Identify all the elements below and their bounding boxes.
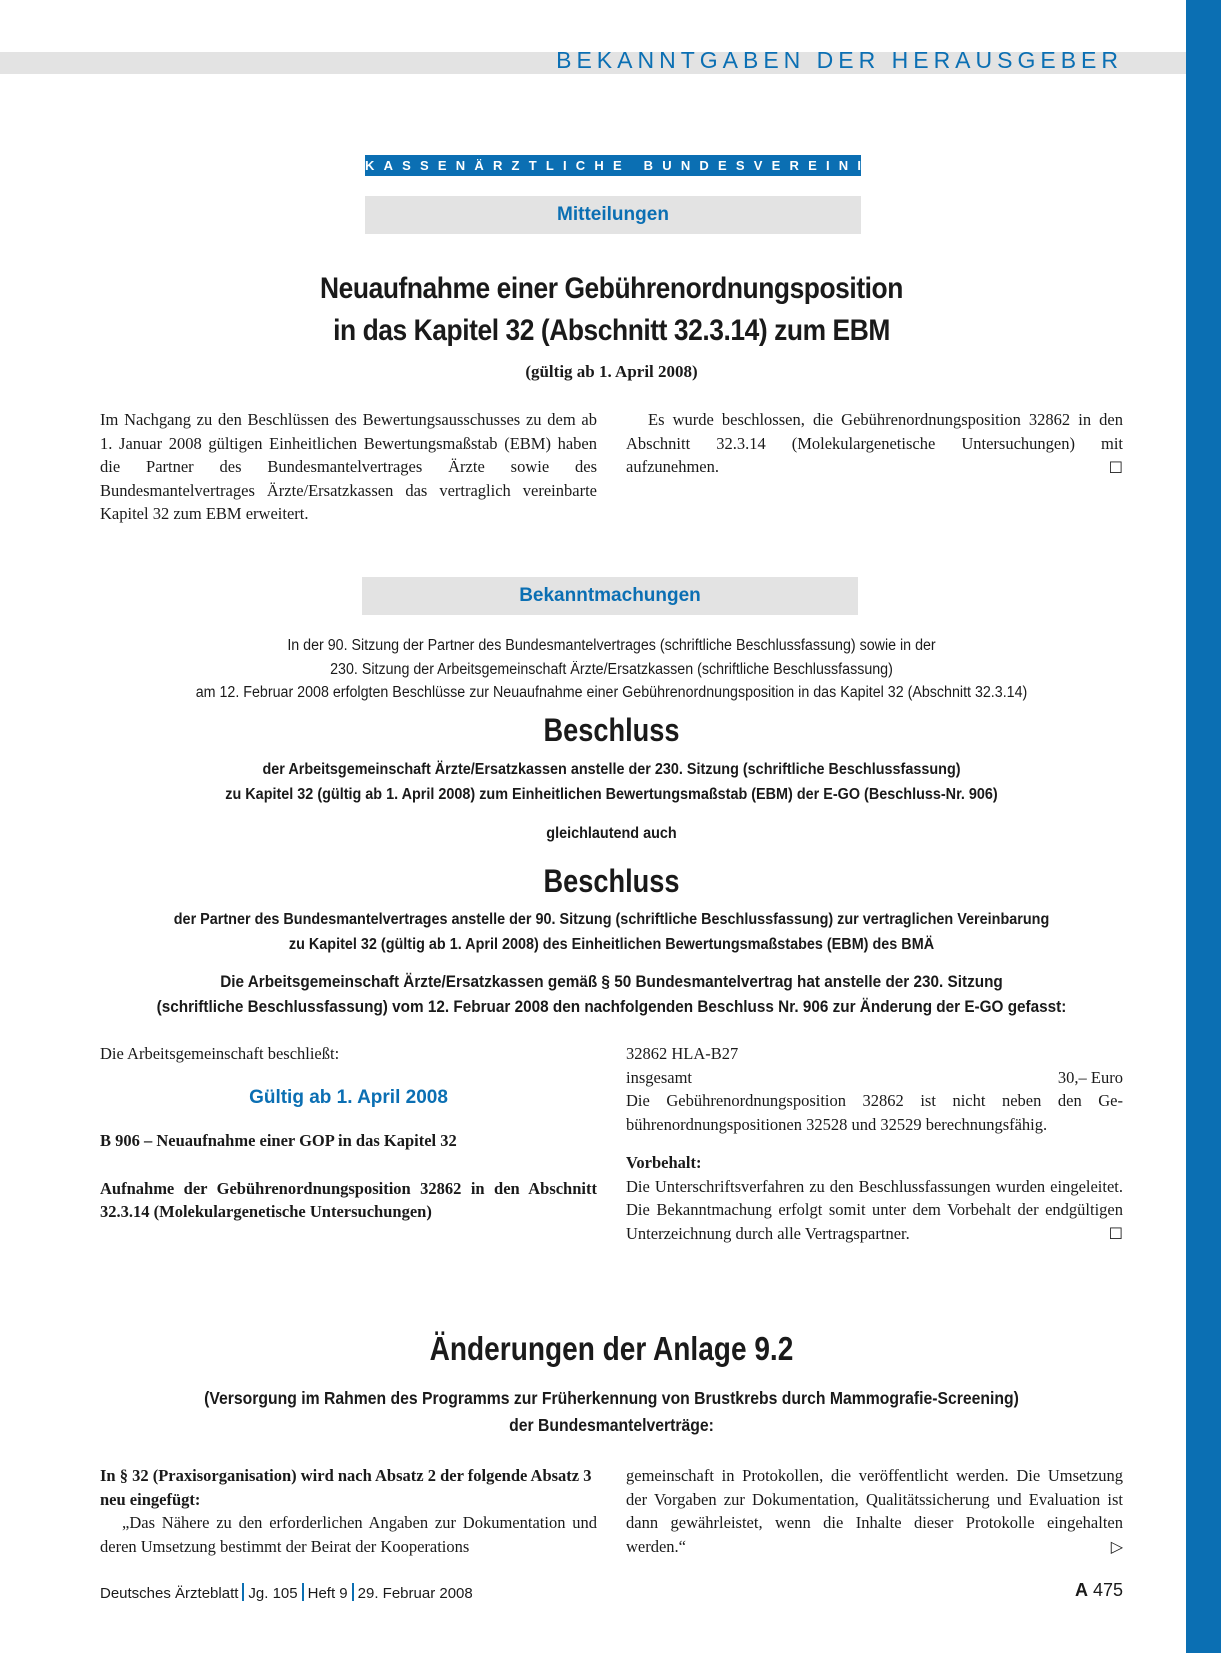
anlage-title: Änderungen der Anlage 9.2 xyxy=(429,1330,794,1367)
beschluss-right-column xyxy=(626,1042,1123,1246)
anlage-left-heading: In § 32 (Praxisorganisation) wird nach Absatz 2 der folgende Absatz 3 neu eingefügt: xyxy=(100,1466,592,1509)
mitteilungen-right-text: Es wurde beschlossen, die Gebührenordnungsposition 32862 in den Abschnitt 32.3.14 (Molekulargenetische Untersuchungen) mit aufzunehmen. xyxy=(626,410,1123,476)
total-row xyxy=(626,1066,1123,1090)
section-header: BEKANNTGABEN DER HERAUSGEBER xyxy=(556,47,1123,73)
bekanntmachungen-intro xyxy=(100,634,1123,705)
anlage-right-text: gemeinschaft in Protokollen, die veröffentlicht werden. Die Umsetzung der Vorgaben zur Dokumentation, Qualitätssicherung und Evaluation ist dann gewährleistet, wenn die Inhalte dieser Protokolle eingehalten werden.“ xyxy=(626,1466,1123,1556)
beschluss-2-details xyxy=(100,907,1123,957)
total-label: insgesamt xyxy=(626,1067,692,1087)
anlage-right-column xyxy=(626,1464,1123,1559)
valid-from-heading: Gültig ab 1. April 2008 xyxy=(249,1086,448,1108)
page-number xyxy=(1075,1580,1123,1601)
mitteilungen-title xyxy=(100,268,1123,352)
page-edge-bar xyxy=(1186,0,1221,1653)
mitteilungen-box: Mitteilungen xyxy=(365,196,861,234)
footer-separator xyxy=(242,1583,244,1601)
beschluss-1-details xyxy=(100,757,1123,807)
anlage-left-text: „Das Nähere zu den erforderlichen Angaben zur Dokumentation und deren Umsetzung bestimmt der Beirat der Kooperations xyxy=(100,1513,597,1556)
gleichlautend-note: gleichlautend auch xyxy=(546,825,677,842)
b906-heading: B 906 – Neuaufnahme einer GOP in das Kapitel 32 xyxy=(100,1131,457,1150)
beschluss-1-line-2: zu Kapitel 32 (gültig ab 1. April 2008) zum Einheitlichen Bewertungsmaßstab (EBM) der E-GO (Beschluss-Nr. 906) xyxy=(225,786,998,803)
gop-code: 32862 HLA-B27 xyxy=(626,1044,739,1063)
total-value: 30,– Euro xyxy=(1057,1067,1123,1087)
resolution-statement xyxy=(100,969,1123,1019)
beschluss-heading-2: Beschluss xyxy=(543,863,680,899)
end-mark-icon: ☐ xyxy=(1108,1224,1123,1243)
aufnahme-heading: Aufnahme der Gebührenordnungsposition 32862 in den Abschnitt 32.3.14 (Molekulargenetische Untersuchungen) xyxy=(100,1178,597,1221)
beschluss-heading-1: Beschluss xyxy=(543,712,680,748)
validity-note: (gültig ab 1. April 2008) xyxy=(525,362,698,381)
title-line-1: Neuaufnahme einer Gebührenordnungsposition xyxy=(320,272,903,305)
bekanntmachungen-box: Bekanntmachungen xyxy=(362,577,858,615)
resolution-line-1: Die Arbeitsgemeinschaft Ärzte/Ersatzkassen gemäß § 50 Bundesmantelvertrag hat anstelle der 230. Sitzung xyxy=(220,972,1003,991)
mitteilungen-left-text: Im Nachgang zu den Beschlüssen des Bewertungsausschusses zu dem ab 1. Januar 2008 gültigen Einheitlichen Bewertungsmaßstab (EBM) haben die Partner des Bundesmantelvertrages Ärzte sowie des Bundesmantelvertrages Ärzte/Ersatzkassen das vertraglich vereinbarte Kapitel 32 zum EBM erweitert. xyxy=(100,410,597,523)
anlage-subtitle-line-1: (Versorgung im Rahmen des Programms zur Früherkennung von Brustkrebs durch Mammografie-Screening) xyxy=(204,1388,1019,1408)
vorbehalt-text: Die Unterschriftsverfahren zu den Beschlussfassungen wurden eingeleitet. Die Bekanntmachung erfolgt somit unter dem Vorbehalt der endgültigen Unterzeichnung durch alle Vertragspartner. xyxy=(626,1176,1123,1243)
journal-volume: Jg. 105 xyxy=(248,1585,298,1602)
footer-citation xyxy=(100,1583,473,1602)
gop-note: Die Gebührenordnungsposition 32862 ist nicht neben den Gebührenordnungspositionen 32528 und 32529 berechnungsfähig. xyxy=(626,1091,1123,1134)
journal-issue: Heft 9 xyxy=(307,1585,348,1602)
anlage-subtitle xyxy=(100,1385,1123,1439)
beschluss-2-line-1: der Partner des Bundesmantelvertrages anstelle der 90. Sitzung (schriftliche Beschlussfassung) zur vertraglichen Vereinbarung xyxy=(173,911,1050,928)
left-intro: Die Arbeitsgemeinschaft beschließt: xyxy=(100,1044,340,1063)
beschluss-left-column xyxy=(100,1042,597,1224)
footer-separator xyxy=(352,1583,354,1601)
footer-separator xyxy=(302,1583,304,1601)
beschluss-1-line-1: der Arbeitsgemeinschaft Ärzte/Ersatzkassen anstelle der 230. Sitzung (schriftliche Beschlussfassung) xyxy=(262,761,961,778)
beschluss-2-line-2: zu Kapitel 32 (gültig ab 1. April 2008) des Einheitlichen Bewertungsmaßstabes (EBM) des BMÄ xyxy=(288,936,935,953)
mitteilungen-right-column xyxy=(626,408,1123,479)
intro-line-2: 230. Sitzung der Arbeitsgemeinschaft Ärzte/Ersatzkassen (schriftliche Beschlussfassung) xyxy=(330,660,893,678)
resolution-line-2: (schriftliche Beschlussfassung) vom 12. Februar 2008 den nachfolgenden Beschluss Nr. 906 zur Änderung der E-GO gefasst: xyxy=(156,997,1067,1016)
intro-line-3: am 12. Februar 2008 erfolgten Beschlüsse zur Neuaufnahme einer Gebührenordnungsposition in das Kapitel 32 (Abschnitt 32.3.14) xyxy=(195,684,1028,701)
end-mark-icon: ☐ xyxy=(1108,457,1123,477)
anlage-subtitle-line-2: der Bundesmantelverträge: xyxy=(509,1415,714,1435)
continue-arrow-icon: ▷ xyxy=(1110,1537,1123,1556)
journal-name: Deutsches Ärzteblatt xyxy=(100,1585,239,1602)
kbv-label: KASSENÄRZTLICHE BUNDESVEREINIGUNG xyxy=(365,155,861,176)
anlage-left-column xyxy=(100,1464,597,1558)
page-prefix: A xyxy=(1074,1580,1088,1600)
vorbehalt-label: Vorbehalt: xyxy=(626,1153,702,1172)
title-line-2: in das Kapitel 32 (Abschnitt 32.3.14) zum EBM xyxy=(333,314,890,347)
page-number-value: 475 xyxy=(1092,1580,1123,1600)
intro-line-1: In der 90. Sitzung der Partner des Bundesmantelvertrages (schriftliche Beschlussfassung) sowie in der xyxy=(287,637,936,654)
journal-date: 29. Februar 2008 xyxy=(357,1585,473,1602)
